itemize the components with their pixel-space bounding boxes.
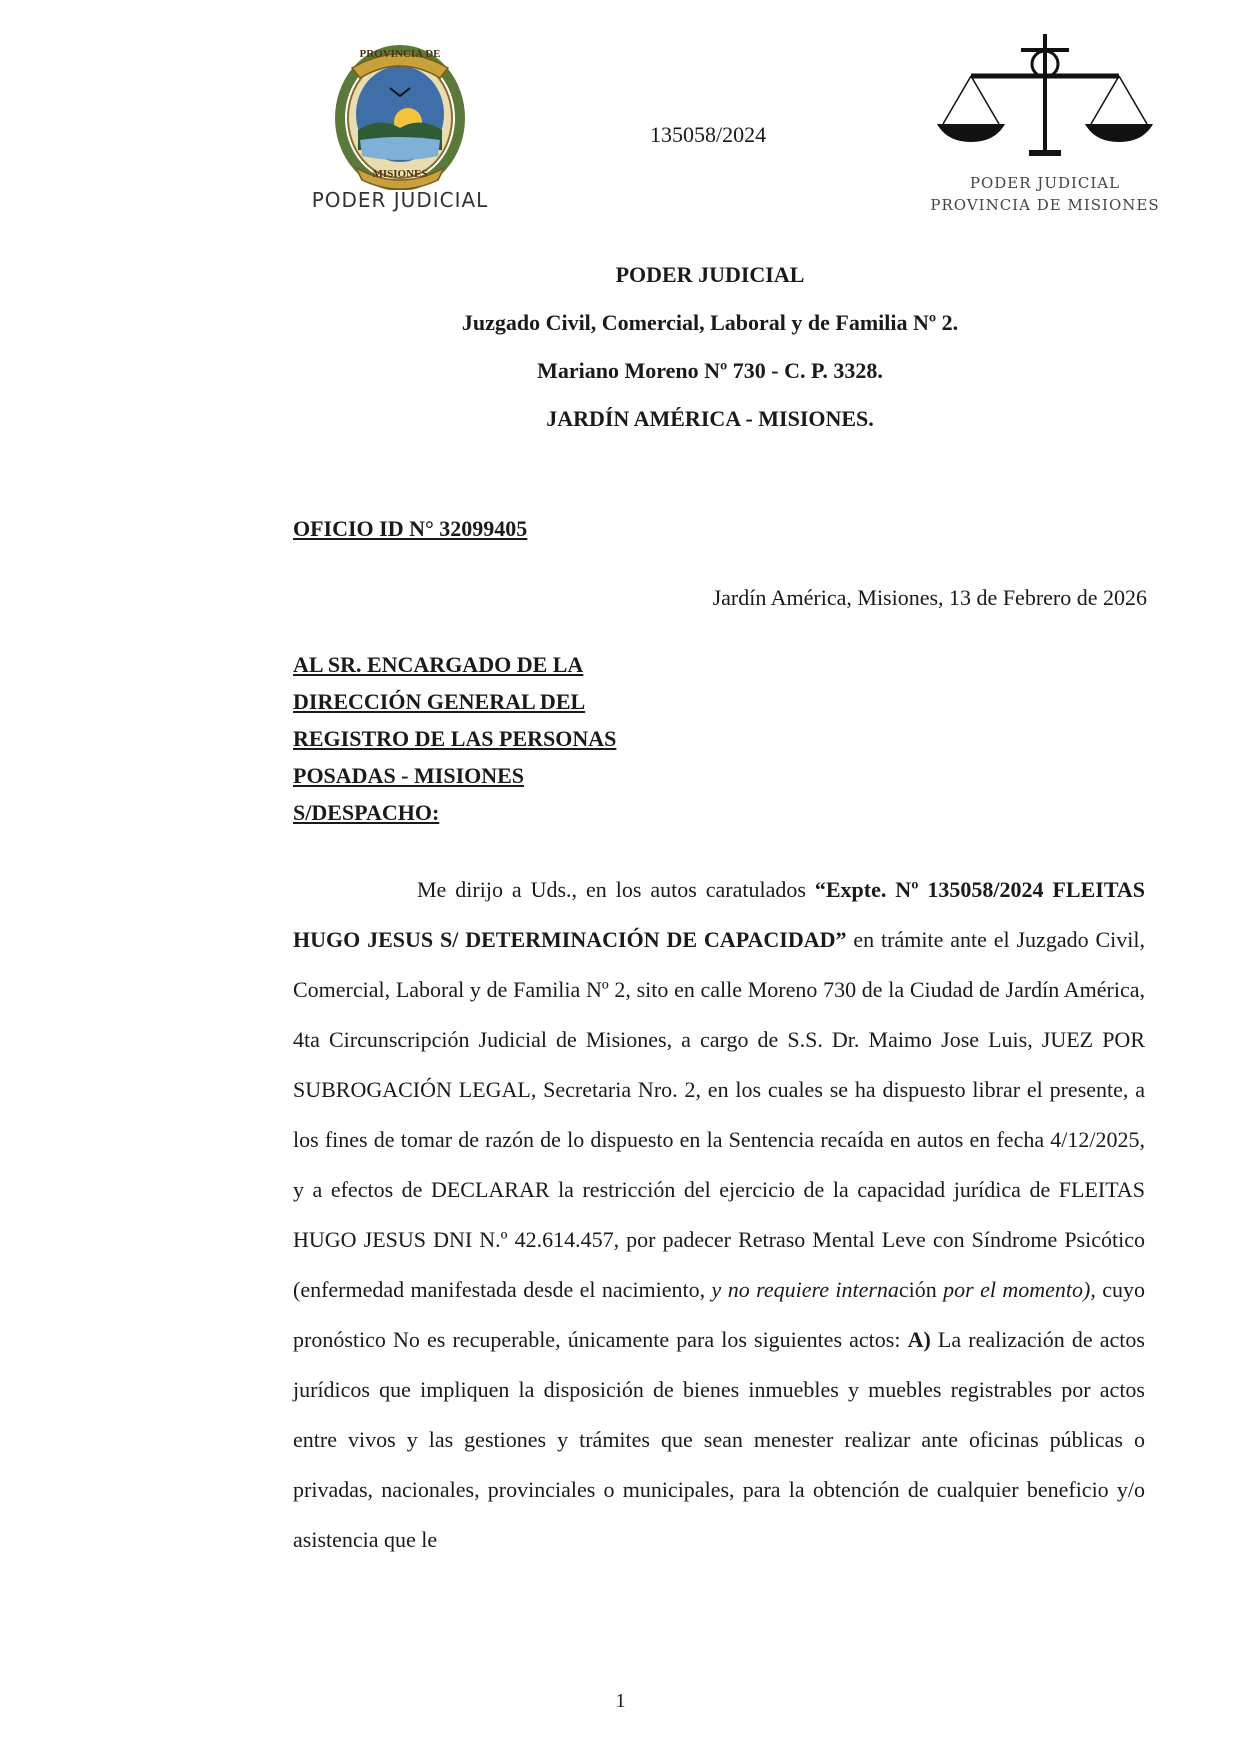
- body-paragraph: [293, 865, 1145, 1565]
- addressee-line: REGISTRO DE LAS PERSONAS: [293, 726, 617, 751]
- seal-ring-text-top: PROVINCIA DE: [359, 48, 441, 60]
- addressee-block: [293, 646, 616, 831]
- left-logo: [300, 40, 500, 220]
- seal-ring-text-bottom: MISIONES: [372, 168, 428, 180]
- addressee-line: DIRECCIÓN GENERAL DEL: [293, 689, 586, 714]
- item-a-text: La realización de actos jurídicos que impliquen la disposición de bienes inmuebles y muebles registrables por actos entre vivos y las gestiones y trámites que sean menester realizar ante oficinas públicas o privadas, nacionales, provinciales o municipales, para la obtención de cualquier beneficio y/o asistencia que le: [293, 1327, 1145, 1552]
- letterhead-address: Mariano Moreno Nº 730 - C. P. 3328.: [537, 358, 883, 383]
- addressee-line: AL SR. ENCARGADO DE LA: [293, 652, 584, 677]
- header-expediente-number: 135058/2024: [650, 122, 767, 147]
- body-main-text: en trámite ante el Juzgado Civil, Comercial, Laboral y de Familia Nº 2, sito en calle Moreno 730 de la Ciudad de Jardín América, 4ta Circunscripción Judicial de Misiones, a cargo de S.S. Dr. Maimo Jose Luis, JUEZ POR SUBROGACIÓN LEGAL, Secretaria Nro. 2, en los cuales se ha dispuesto librar el presente, a los fines de tomar de razón de lo dispuesto en la Sentencia recaída en autos en fecha 4/12/2025, y a efectos de DECLARAR la restricción del ejercicio de la capacidad jurídica de FLEITAS HUGO JESUS DNI N.º 42.614.457, por padecer Retraso Mental Leve con Síndrome Psicótico (enfermedad manifestada desde el nacimiento,: [293, 927, 1145, 1302]
- addressee-line: POSADAS - MISIONES: [293, 763, 525, 788]
- scales-of-justice-icon: [925, 32, 1165, 162]
- right-logo-caption-line1: PODER JUDICIAL: [969, 174, 1121, 192]
- right-logo: [925, 32, 1165, 222]
- left-logo-caption: PODER JUDICIAL: [311, 188, 489, 212]
- body-intro: Me dirijo a Uds., en los autos caratulados: [417, 877, 815, 902]
- date-line: Jardín América, Misiones, 13 de Febrero de 2026: [712, 585, 1147, 610]
- letterhead-city: JARDÍN AMÉRICA - MISIONES.: [546, 406, 874, 431]
- right-logo-caption-line2: PROVINCIA DE MISIONES: [930, 196, 1160, 214]
- addressee-line: S/DESPACHO:: [293, 800, 440, 825]
- page-number: 1: [615, 1690, 626, 1712]
- body-prognosis: cuyo pronóstico No es recuperable, únicamente para los siguientes actos:: [293, 1277, 1146, 1352]
- body-italic-b: por el momento),: [943, 1277, 1096, 1302]
- oficio-id: OFICIO ID N° 32099405: [293, 516, 528, 541]
- body-italic-a: y no requiere interna: [711, 1277, 899, 1302]
- body-plain-mid: ción: [898, 1277, 944, 1302]
- letterhead-title: PODER JUDICIAL: [615, 262, 805, 287]
- item-a-label: A): [907, 1327, 931, 1352]
- case-title: “Expte. Nº 135058/2024 FLEITAS HUGO JESUS S/ DETERMINACIÓN DE CAPACIDAD”: [293, 877, 1145, 952]
- letterhead-court: Juzgado Civil, Comercial, Laboral y de Familia Nº 2.: [461, 310, 959, 335]
